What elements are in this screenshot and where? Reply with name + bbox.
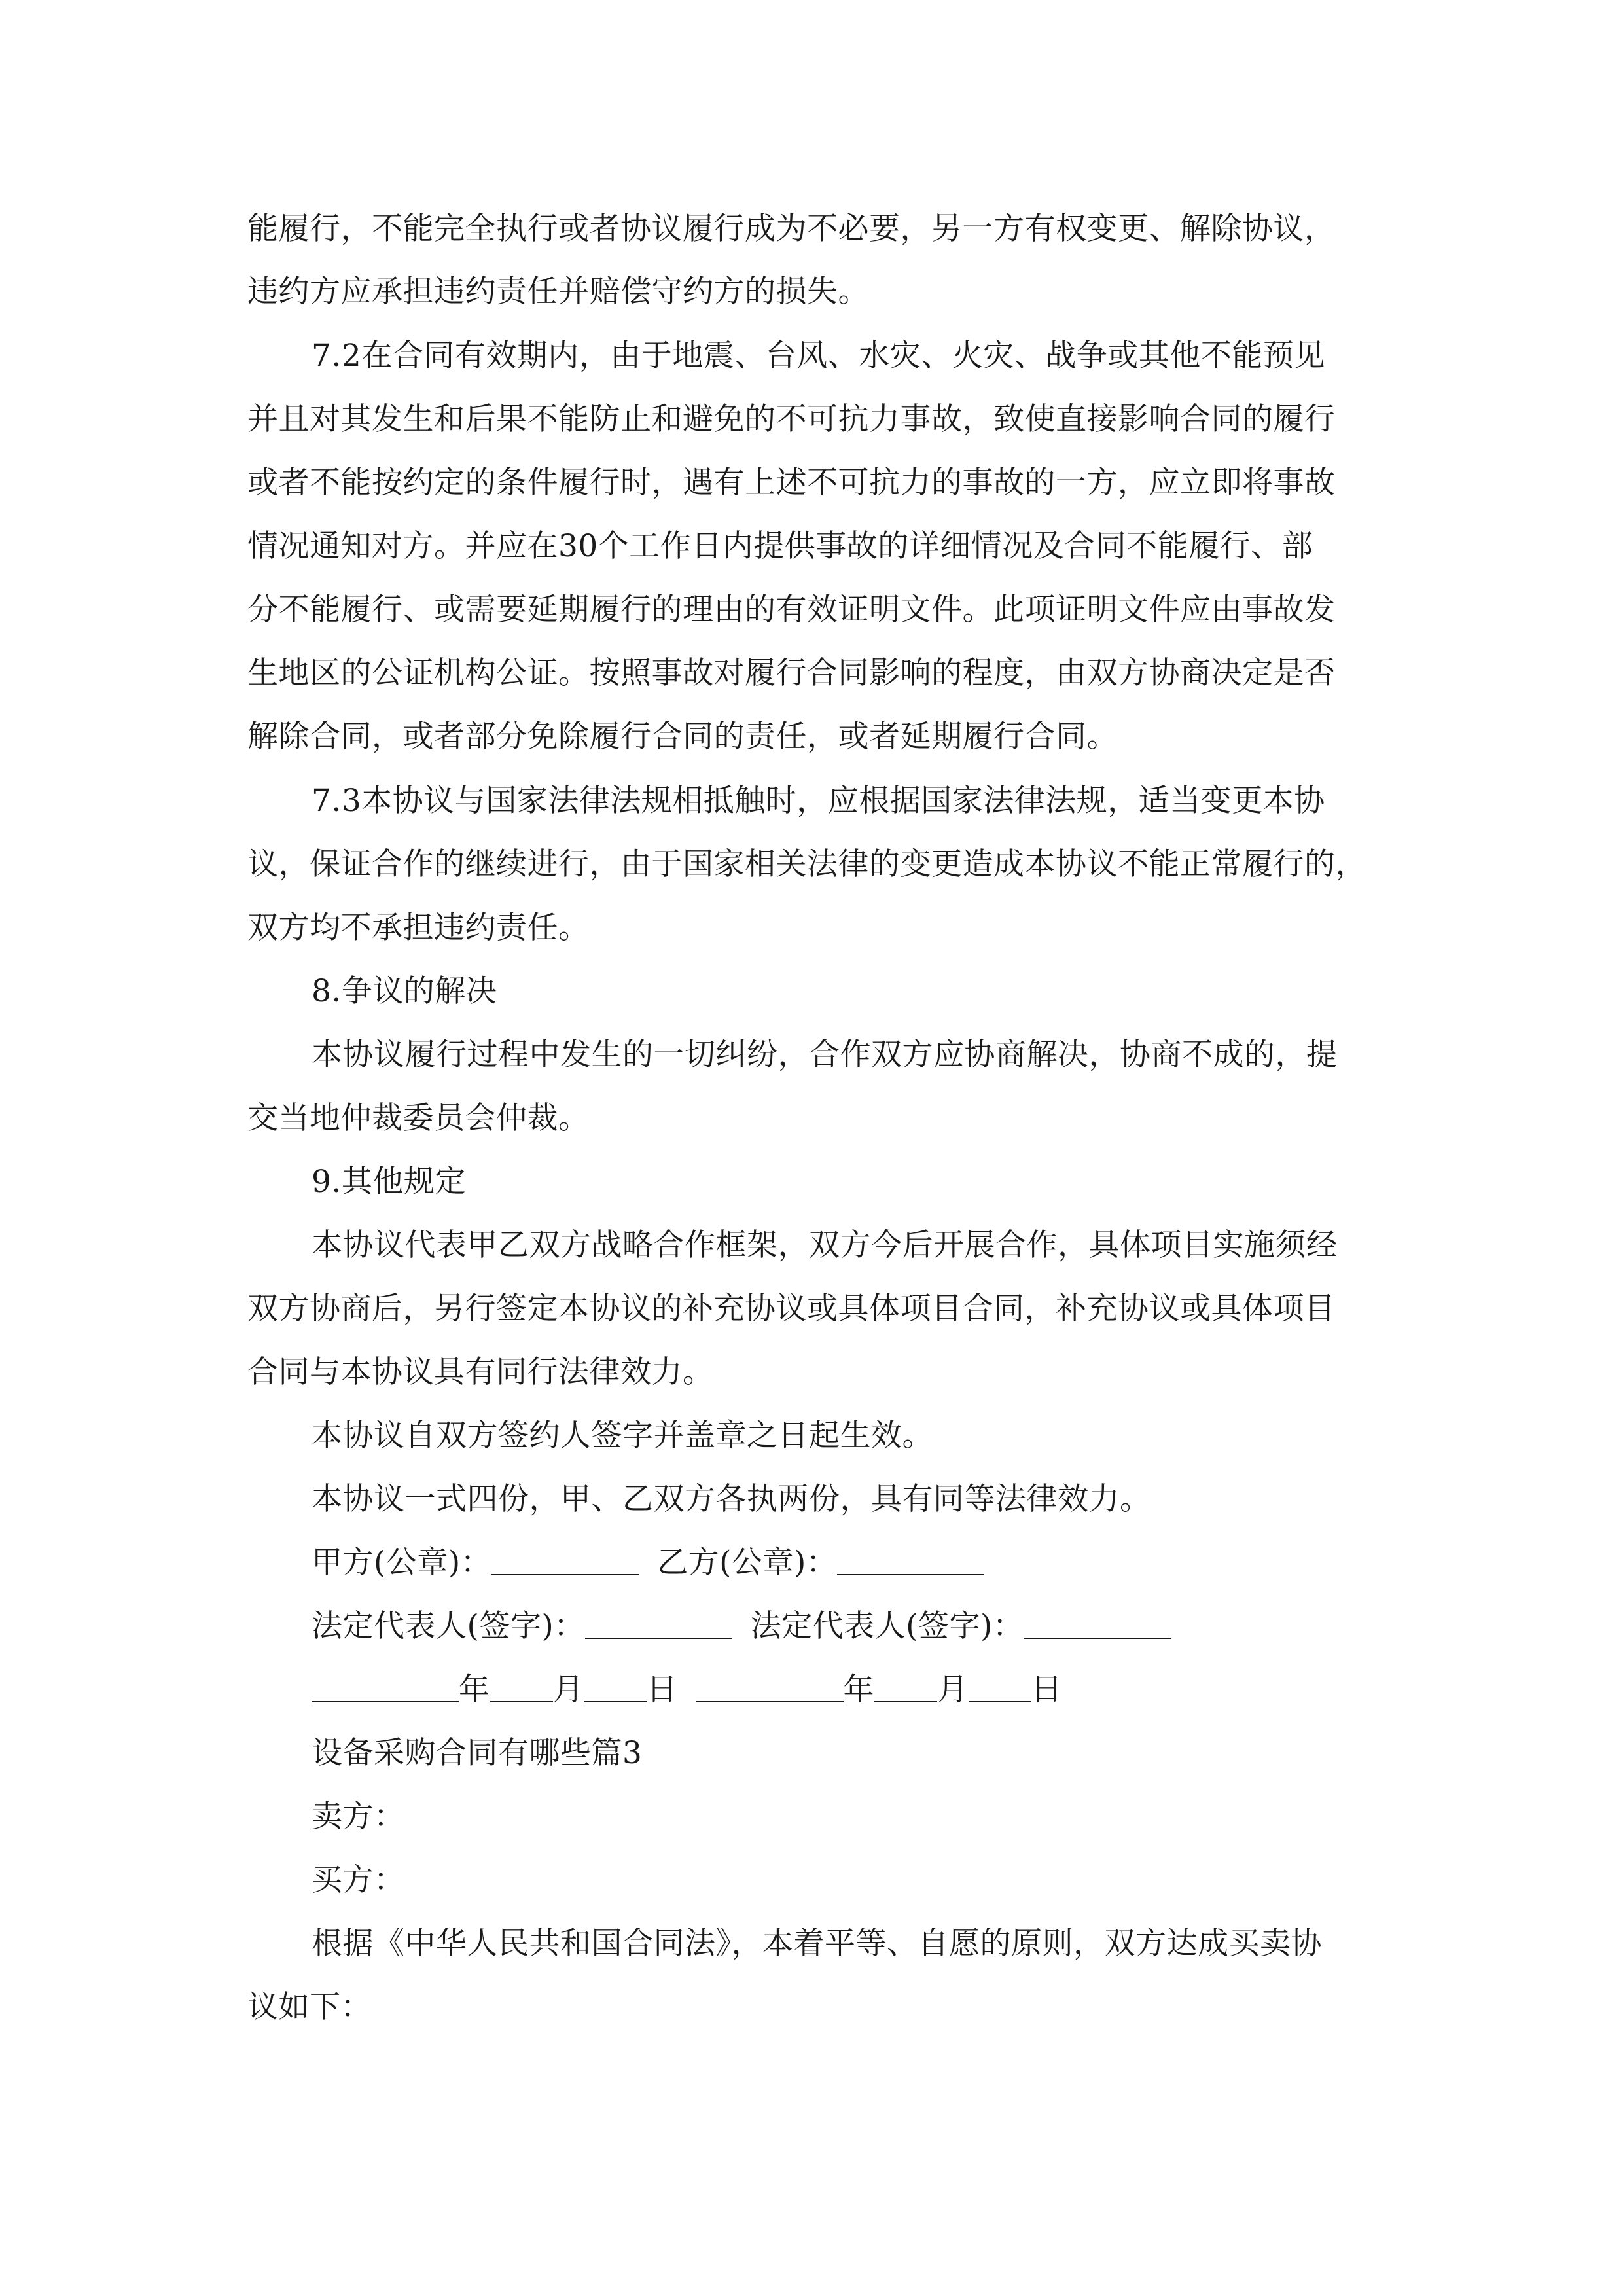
paragraph-line: 议，保证合作的继续进行，由于国家相关法律的变更造成本协议不能正常履行的，	[247, 846, 1366, 882]
paragraph-line: 生地区的公证机构公证。按照事故对履行合同影响的程度，由双方协商决定是否	[247, 655, 1336, 691]
clause-7-2-line: 7.2在合同有效期内，由于地震、台风、水灾、火灾、战争或其他不能预见	[312, 338, 1325, 374]
year-b-blank	[696, 1672, 844, 1702]
paragraph-line: 违约方应承担违约责任并赔偿守约方的损失。	[247, 274, 869, 310]
paragraph-line: 双方均不承担违约责任。	[247, 910, 590, 946]
section-heading-9: 9.其他规定	[312, 1164, 466, 1200]
rep-a-label: 法定代表人(签字)：	[312, 1608, 585, 1644]
day-b-blank	[969, 1672, 1031, 1702]
seal-row	[312, 1543, 984, 1583]
party-b-seal-blank	[837, 1545, 984, 1575]
rep-a-blank	[585, 1609, 732, 1639]
day-a-blank	[584, 1672, 647, 1702]
paragraph-line: 本协议代表甲乙双方战略合作框架，双方今后开展合作，具体项目实施须经	[312, 1227, 1338, 1263]
month-a-blank	[490, 1672, 553, 1702]
party-b-seal-label: 乙方(公章)：	[657, 1545, 838, 1581]
paragraph-line: 并且对其发生和后果不能防止和避免的不可抗力事故，致使直接影响合同的履行	[247, 401, 1336, 437]
representative-row	[312, 1607, 1171, 1646]
paragraph-line: 议如下：	[247, 1989, 372, 2025]
day-label: 日	[1031, 1672, 1062, 1708]
year-label: 年	[459, 1672, 490, 1708]
clause-7-3-line: 7.3本协议与国家法律法规相抵触时，应根据国家法律法规，适当变更本协	[312, 783, 1325, 819]
paragraph-line: 双方协商后，另行签定本协议的补充协议或具体项目合同，补充协议或具体项目	[247, 1291, 1336, 1327]
party-a-seal-blank	[491, 1545, 639, 1575]
paragraph-line: 本协议履行过程中发生的一切纠纷，合作双方应协商解决，协商不成的，提	[312, 1037, 1338, 1073]
paragraph-line: 解除合同，或者部分免除履行合同的责任，或者延期履行合同。	[247, 719, 1118, 755]
month-label: 月	[937, 1672, 969, 1708]
date-row	[312, 1670, 1062, 1710]
section-title: 设备采购合同有哪些篇3	[312, 1735, 643, 1771]
paragraph-line: 情况通知对方。并应在30个工作日内提供事故的详细情况及合同不能履行、部	[247, 528, 1313, 564]
rep-b-blank	[1024, 1609, 1171, 1639]
paragraph-line: 或者不能按约定的条件履行时，遇有上述不可抗力的事故的一方，应立即将事故	[247, 465, 1336, 501]
paragraph-line: 分不能履行、或需要延期履行的理由的有效证明文件。此项证明文件应由事故发	[247, 592, 1336, 628]
section-heading-8: 8.争议的解决	[312, 973, 497, 1009]
day-label: 日	[647, 1672, 678, 1708]
paragraph-line: 能履行，不能完全执行或者协议履行成为不必要，另一方有权变更、解除协议，	[247, 211, 1336, 247]
seller-label: 卖方：	[312, 1799, 405, 1835]
rep-b-label: 法定代表人(签字)：	[750, 1608, 1024, 1644]
paragraph-line: 交当地仲裁委员会仲裁。	[247, 1100, 590, 1136]
paragraph-line: 根据《中华人民共和国合同法》，本着平等、自愿的原则，双方达成买卖协	[312, 1926, 1322, 1962]
paragraph-line: 本协议自双方签约人签字并盖章之日起生效。	[312, 1418, 933, 1454]
buyer-label: 买方：	[312, 1862, 405, 1898]
year-a-blank	[312, 1672, 459, 1702]
paragraph-line: 合同与本协议具有同行法律效力。	[247, 1354, 714, 1390]
paragraph-line: 本协议一式四份，甲、乙双方各执两份，具有同等法律效力。	[312, 1481, 1151, 1517]
month-label: 月	[552, 1672, 584, 1708]
year-label: 年	[843, 1672, 874, 1708]
party-a-seal-label: 甲方(公章)：	[312, 1545, 492, 1581]
month-b-blank	[874, 1672, 937, 1702]
